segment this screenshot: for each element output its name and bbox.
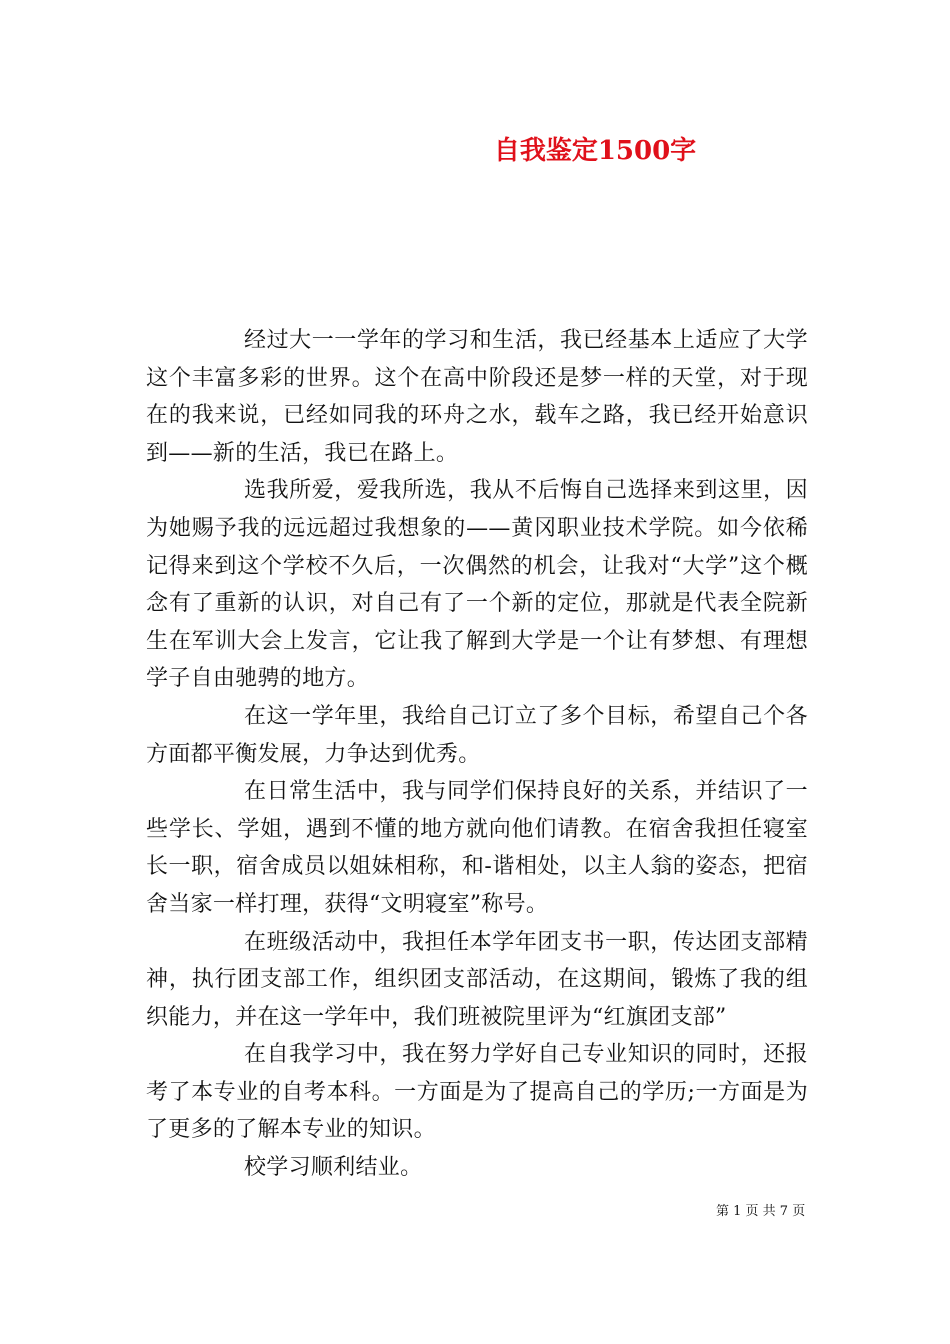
paragraph: 在班级活动中，我担任本学年团支书一职，传达团支部精神，执行团支部工作，组织团支部活动，在这期间，锻炼了我的组织能力，并在这一学年中，我们班被院里评为“红旗团支部” (146, 929, 808, 1030)
document-body (146, 322, 808, 1187)
paragraph: 选我所爱，爱我所选，我从不后悔自己选择来到这里，因为她赐予我的远远超过我想象的——黄冈职业技术学院。如今依稀记得来到这个学校不久后，一次偶然的机会，让我对“大学”这个概念有了重新的认识，对自己有了一个新的定位，那就是代表全院新生在军训大会上发言，它让我了解到大学是一个让有梦想、有理想学子自由驰骋的地方。 (146, 478, 808, 692)
page-number-footer: 第 1 页 共 7 页 (716, 1204, 806, 1219)
document-title: 自我鉴定1500字 (493, 136, 697, 166)
paragraph: 校学习顺利结业。 (244, 1155, 423, 1181)
paragraph: 经过大一一学年的学习和生活，我已经基本上适应了大学这个丰富多彩的世界。这个在高中阶段还是梦一样的天堂，对于现在的我来说，已经如同我的环舟之水，载车之路，我已经开始意识到——新的生活，我已在路上。 (146, 328, 808, 466)
paragraph: 在自我学习中，我在努力学好自己专业知识的同时，还报考了本专业的自考本科。一方面是为了提高自己的学历;一方面是为了更多的了解本专业的知识。 (146, 1042, 808, 1143)
paragraph: 在日常生活中，我与同学们保持良好的关系，并结识了一些学长、学姐，遇到不懂的地方就向他们请教。在宿舍我担任寝室长一职，宿舍成员以姐妹相称，和-谐相处，以主人翁的姿态，把宿舍当家一样打理，获得“文明寝室”称号。 (146, 779, 808, 917)
paragraph: 在这一学年里，我给自己订立了多个目标，希望自己个各方面都平衡发展，力争达到优秀。 (146, 703, 808, 767)
